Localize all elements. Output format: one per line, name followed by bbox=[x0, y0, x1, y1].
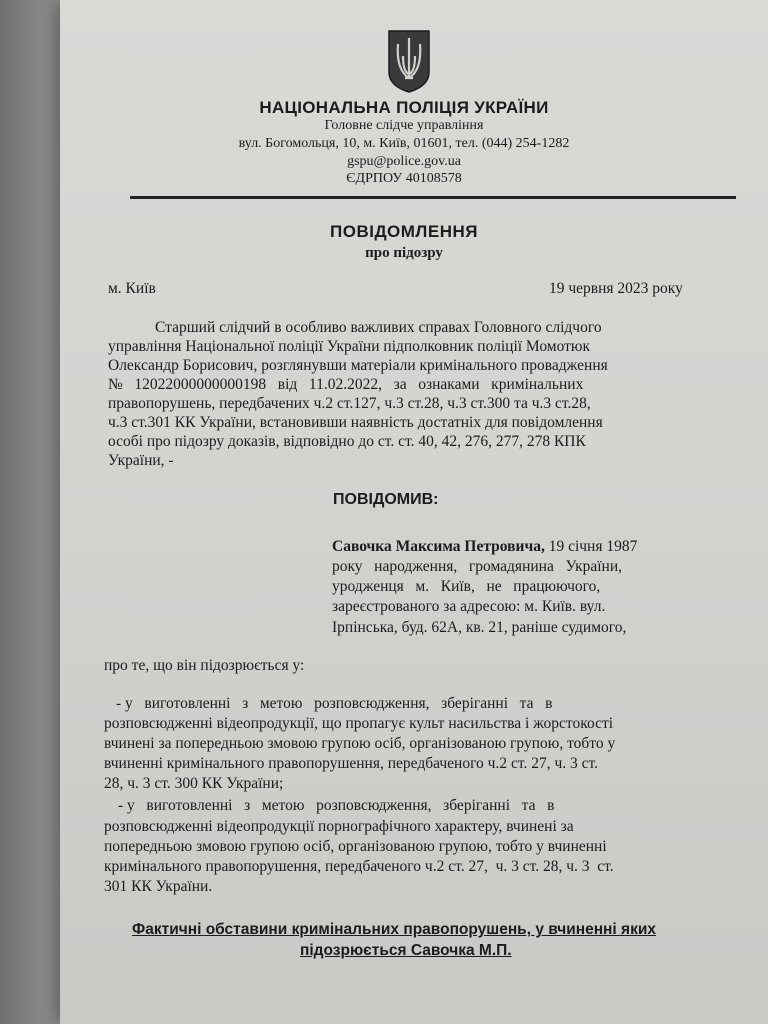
email: gspu@police.gov.ua bbox=[347, 154, 461, 169]
facts-heading-line1: Фактичні обставини кримінальних правопорушень, у вчиненні яких bbox=[132, 921, 656, 938]
intro-line: особі про підозру доказів, відповідно до ст. ст. 40, 42, 276, 277, 278 КПК bbox=[108, 433, 586, 450]
notified-heading: ПОВІДОМИВ: bbox=[333, 491, 439, 508]
trident-coat-of-arms-icon bbox=[386, 28, 432, 94]
intro-line: Старший слідчий в особливо важливих справах Головного слідчого bbox=[155, 319, 602, 336]
charge-line: 301 КК України. bbox=[104, 878, 213, 895]
city: м. Київ bbox=[108, 280, 156, 297]
charge-line: розповсюдженні відеопродукції порнографічного характеру, вчинені за bbox=[104, 818, 574, 835]
address: вул. Богомольця, 10, м. Київ, 01601, тел. (044) 254-1282 bbox=[238, 136, 570, 151]
suspect-line: року народження, громадянина України, bbox=[332, 558, 622, 575]
department: Головне слідче управління bbox=[324, 118, 484, 133]
charge-line: 28, ч. 3 ст. 300 КК України; bbox=[104, 775, 284, 792]
charge-line: вчиненні кримінального правопорушення, передбаченого ч.2 ст. 27, ч. 3 ст. bbox=[104, 755, 598, 772]
header-divider bbox=[130, 196, 736, 199]
suspected-intro: про те, що він підозрюється у: bbox=[104, 657, 305, 674]
suspect-name: Савочка Максима Петровича, bbox=[332, 538, 545, 555]
suspect-name-line bbox=[332, 538, 637, 556]
facts-heading-line2: підозрюється Савочка М.П. bbox=[300, 942, 512, 959]
date: 19 червня 2023 року bbox=[549, 280, 683, 297]
suspect-line: Ірпінська, буд. 62А, кв. 21, раніше судимого, bbox=[332, 619, 627, 636]
charge-line: кримінального правопорушення, передбаченого ч.2 ст. 27, ч. 3 ст. 28, ч. 3 ст. bbox=[104, 858, 614, 875]
suspect-line: зареєстрованого за адресою: м. Київ. вул. bbox=[332, 598, 606, 615]
intro-line: України, - bbox=[108, 452, 174, 469]
charge-line: - у виготовленні з метою розповсюдження, зберіганні та в bbox=[116, 695, 553, 712]
document-subtitle: про підозру bbox=[365, 245, 443, 261]
suspect-birthdate: 19 січня 1987 bbox=[548, 538, 638, 555]
charge-line: вчинені за попередньою змовою групою осіб, організованою групою, тобто у bbox=[104, 735, 616, 752]
intro-line: правопорушень, передбачених ч.2 ст.127, ч.3 ст.28, ч.3 ст.300 та ч.3 ст.28, bbox=[108, 395, 591, 412]
charge-line: розповсюдженні відеопродукції, що пропагує культ насильства і жорстокості bbox=[104, 715, 614, 732]
edrpou: ЄДРПОУ 40108578 bbox=[346, 171, 462, 186]
intro-line: № 12022000000000198 від 11.02.2022, за ознаками кримінальних bbox=[108, 376, 584, 393]
document-title: ПОВІДОМЛЕННЯ bbox=[330, 222, 478, 241]
charge-line: попередньою змовою групою осіб, організованою групою, тобто у вчиненні bbox=[104, 838, 607, 855]
intro-line: управління Національної поліції України підполковник поліції Момотюк bbox=[108, 338, 591, 355]
charge-line: - у виготовленні з метою розповсюдження, зберіганні та в bbox=[118, 797, 555, 814]
intro-line: ч.3 ст.301 КК України, встановивши наявність достатніх для повідомлення bbox=[108, 414, 603, 431]
org-name: НАЦІОНАЛЬНА ПОЛІЦІЯ УКРАЇНИ bbox=[259, 98, 549, 117]
intro-line: Олександр Борисович, розглянувши матеріали кримінального провадження bbox=[108, 357, 608, 374]
suspect-line: уродженця м. Київ, не працюючого, bbox=[332, 578, 601, 595]
